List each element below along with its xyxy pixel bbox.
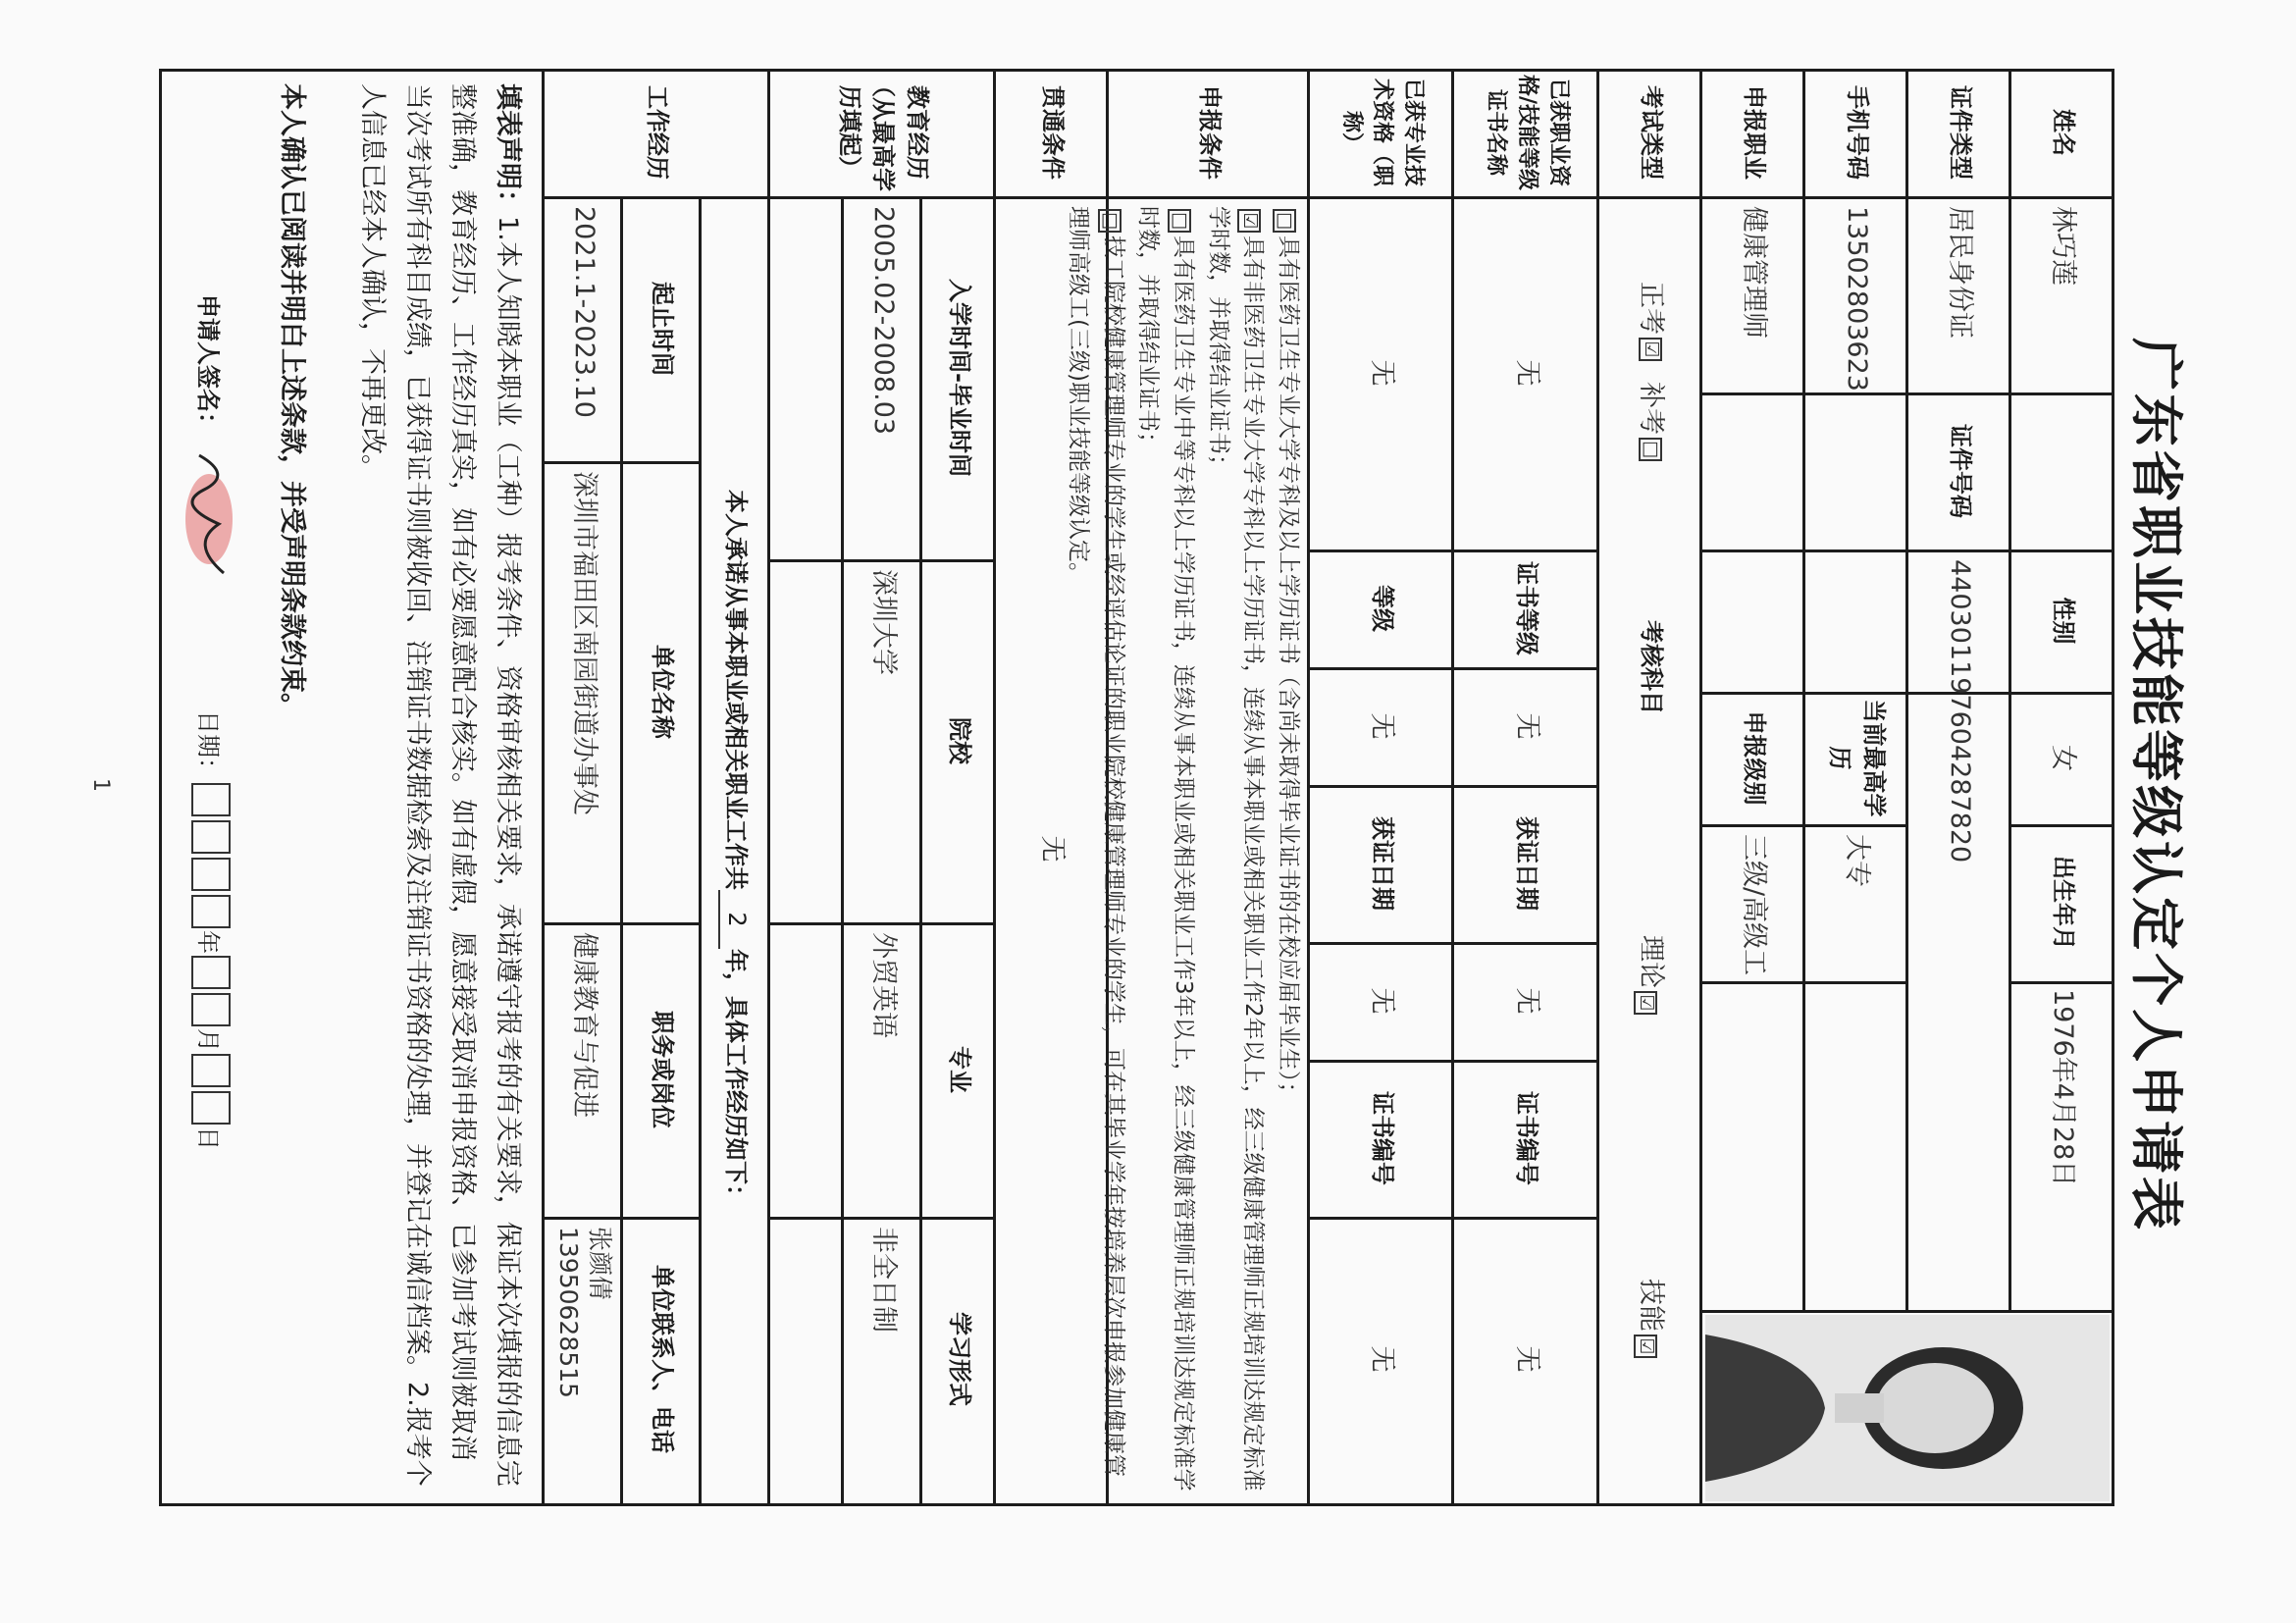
conditions-label: 申报条件 xyxy=(1195,85,1224,180)
name-label: 姓名 xyxy=(2049,109,2077,156)
signature-row: 申请人签名： 日期： 年 月 日 xyxy=(182,294,240,1472)
tech-cert-value: 无 xyxy=(1367,359,1398,387)
tech-level-label: 等级 xyxy=(1368,585,1396,632)
work-contact-name: 张颜倩 xyxy=(586,1227,615,1301)
gender-value: 女 xyxy=(2048,745,2079,771)
edu-major-header: 专业 xyxy=(945,1046,973,1093)
work-row-company: 深圳市福田区南园街道办事处 xyxy=(568,471,600,815)
work-contact-header: 单位联系人、电话 xyxy=(649,1265,677,1453)
applicant-photo xyxy=(1705,1315,2110,1501)
work-row-time: 2021.1-2023.10 xyxy=(568,206,600,418)
page-number: 1 xyxy=(88,778,113,792)
occupation-value: 健康管理师 xyxy=(1739,206,1770,339)
date-digit-box[interactable] xyxy=(191,895,231,928)
id-number-label: 证件号码 xyxy=(1946,424,1974,518)
voc-cert-date-value: 无 xyxy=(1511,987,1542,1015)
date-digit-box[interactable] xyxy=(191,956,231,989)
subject-skill-text: 技能 xyxy=(1636,1279,1667,1332)
tech-date-value: 无 xyxy=(1367,987,1398,1015)
declaration-heading: 填表声明： xyxy=(493,83,523,216)
level-label: 申报级别 xyxy=(1740,710,1768,806)
edu-row-school: 深圳大学 xyxy=(867,569,899,675)
work-position-header: 职务或岗位 xyxy=(649,1011,677,1128)
work-row-position: 健康教育与促进 xyxy=(568,932,600,1118)
through-value: 无 xyxy=(1037,835,1069,863)
through-label: 贯通条件 xyxy=(1038,85,1067,180)
declaration-body: 1.本人知晓本职业（工种）报考条件、资格审核相关要求，承诺遵守报考的有关要求，保证本次填报的信息完整准确，教育经历、工作经历真实，如有必要愿意配合核实。如有虚假，愿意接受取消申报资格、已参加考试则被取消当次考试所有科目成绩，已获得证书则被收回、注销证书数据检索及注销证书资格的处理，并登记在诚信档案。2.报考个人信息已经本人确认，不再更改。 xyxy=(357,83,523,1487)
signature-area xyxy=(183,445,238,593)
date-label: 日期： xyxy=(194,710,223,781)
education-value: 大专 xyxy=(1842,834,1873,887)
condition-checkbox[interactable]: ☑ xyxy=(1237,209,1261,233)
work-commitment: 本人承诺从事本职业或相关职业工作共 2 年，具体工作经历如下： xyxy=(702,196,770,1501)
conditions-list xyxy=(1066,206,1305,1492)
voc-cert-level-value: 无 xyxy=(1511,712,1542,740)
exam-type-value xyxy=(1599,196,1702,550)
edu-school-header: 院校 xyxy=(945,717,973,764)
exam-type-label: 考试类型 xyxy=(1637,85,1665,180)
name-value: 林巧莲 xyxy=(2048,206,2079,286)
phone-value: 13502803623 xyxy=(1842,206,1873,392)
tech-no-label: 证书编号 xyxy=(1368,1091,1396,1185)
edu-history-label: 教育经历（从最高学历填起） xyxy=(835,74,932,191)
exam-subject-label: 考核科目 xyxy=(1637,620,1665,714)
subject-theory-text: 理论 xyxy=(1636,935,1667,988)
date-digit-box[interactable] xyxy=(191,1054,231,1087)
subject-theory-checkbox[interactable]: ☑ xyxy=(1634,991,1657,1015)
exam-regular-checkbox[interactable]: ☑ xyxy=(1640,338,1663,361)
sign-label: 申请人签名： xyxy=(194,294,223,436)
date-digit-box[interactable] xyxy=(191,783,231,816)
edu-time-header: 入学时间-毕业时间 xyxy=(945,279,973,477)
subject-skill-checkbox[interactable]: ☑ xyxy=(1634,1335,1657,1358)
condition-item: ☑具有非医药卫生专业大学专科以上学历证书，连续从事本职业或相关职业工作2年以上，经三级健康管理师正规培训达规定标准学时数，并取得结业证书； xyxy=(1205,206,1267,1492)
tech-cert-label: 已获专业技术资格（职称） xyxy=(1338,78,1427,186)
voc-cert-no-value: 无 xyxy=(1511,1345,1542,1373)
id-type-label: 证件类型 xyxy=(1946,85,1974,180)
work-row-contact xyxy=(545,1227,623,1501)
date-digit-box[interactable] xyxy=(191,820,231,854)
date-digit-box[interactable] xyxy=(191,858,231,891)
edu-form-header: 学习形式 xyxy=(945,1312,973,1406)
work-history-label: 工作经历 xyxy=(644,85,672,180)
work-company-header: 单位名称 xyxy=(649,645,677,739)
edu-row-time: 2005.02-2008.03 xyxy=(867,206,899,436)
edu-row-form: 非全日制 xyxy=(867,1227,899,1333)
tech-date-label: 获证日期 xyxy=(1368,816,1396,911)
tech-no-value: 无 xyxy=(1367,1345,1398,1373)
edu-row-major: 外贸英语 xyxy=(867,932,899,1038)
work-years-value: 2 xyxy=(718,890,755,949)
id-type-value: 居民身份证 xyxy=(1945,206,1976,339)
tech-level-value: 无 xyxy=(1367,712,1398,740)
birth-label: 出生年月 xyxy=(2049,856,2077,950)
id-number-value: 440301197604287820 xyxy=(1945,559,1976,864)
condition-item: □技工院校健康管理师专业的学生或经评估论证的职业院校健康管理师专业的学生，可在其毕业学年按培养层次申报参加健康管理师高级工(三级)职业技能等级认定。 xyxy=(1066,206,1126,1477)
condition-item: □具有医药卫生专业中等专科以上学历证书，连续从事本职业或相关职业工作3年以上，经三级健康管理师正规培训达规定标准学时数，并取得结业证书； xyxy=(1135,206,1197,1492)
exam-subject-value xyxy=(1599,805,1702,1492)
condition-checkbox[interactable]: □ xyxy=(1273,209,1296,233)
work-time-header: 起止时间 xyxy=(649,282,677,376)
date-digit-box[interactable] xyxy=(191,993,231,1026)
condition-checkbox[interactable]: □ xyxy=(1168,209,1191,233)
voc-cert-label: 已获职业资格/技能等级证书名称 xyxy=(1484,74,1571,191)
voc-cert-level-label: 证书等级 xyxy=(1513,561,1541,655)
voc-cert-no-label: 证书编号 xyxy=(1513,1091,1541,1185)
occupation-label: 申报职业 xyxy=(1740,85,1768,180)
phone-label: 手机号码 xyxy=(1843,85,1871,180)
voc-cert-value: 无 xyxy=(1511,359,1542,387)
form-title: 广东省职业技能等级认定个人申请表 xyxy=(2125,338,2188,1232)
exam-makeup-text: 补考 xyxy=(1636,382,1667,435)
exam-regular-text: 正考 xyxy=(1636,282,1667,335)
declaration-confirm: 本人确认已阅读并明白上述条款，并受声明条款约束。 xyxy=(277,83,307,719)
date-digit-box[interactable] xyxy=(191,1091,231,1125)
gender-label: 性别 xyxy=(2049,597,2077,645)
condition-checkbox[interactable]: □ xyxy=(1098,209,1122,233)
level-value: 三级/高级工 xyxy=(1739,834,1770,976)
voc-cert-date-label: 获证日期 xyxy=(1513,816,1541,911)
declaration-text xyxy=(349,83,530,1487)
condition-item: □具有医药卫生专业大学专科及以上学历证书（含尚未取得毕业证书的在校应届毕业生）； xyxy=(1270,206,1305,1492)
education-label: 当前最高学历 xyxy=(1826,699,1889,817)
birth-value: 1976年4月28日 xyxy=(2048,989,2079,1187)
exam-makeup-checkbox[interactable]: □ xyxy=(1640,438,1663,461)
work-contact-phone: 13950628515 xyxy=(554,1227,583,1398)
